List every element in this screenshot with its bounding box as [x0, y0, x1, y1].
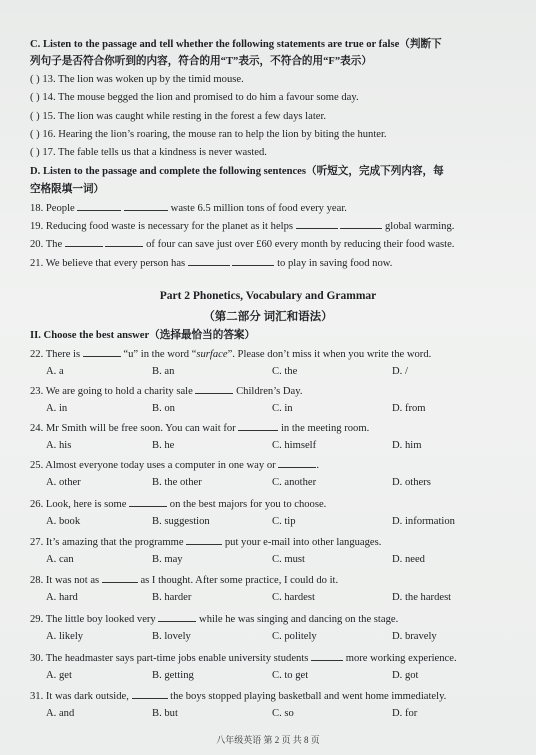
- sentence-20: [30, 237, 454, 252]
- sentence-21-start: 21. We believe that every person has: [30, 258, 188, 269]
- question-text: 22. There is: [30, 349, 83, 360]
- statement-14: ( ) 14. The mouse begged the lion and promised to do him a favour some day.: [30, 92, 359, 103]
- question-text: 29. The little boy looked very: [30, 614, 159, 625]
- answer-blank[interactable]: [188, 256, 230, 266]
- option-c[interactable]: C. hardest: [272, 592, 315, 603]
- sentence-20-start: 20. The: [30, 239, 65, 250]
- answer-blank[interactable]: [129, 497, 167, 507]
- option-a[interactable]: A. in: [46, 403, 68, 414]
- question-text: while he was singing and dancing on the stage.: [196, 614, 399, 625]
- question-26-options: [0, 515, 536, 529]
- question-25: [30, 458, 319, 473]
- question-27: [30, 535, 381, 550]
- option-b[interactable]: B. may: [152, 554, 183, 565]
- answer-blank[interactable]: [105, 237, 143, 247]
- answer-blank[interactable]: [102, 573, 138, 583]
- answer-blank[interactable]: [340, 219, 382, 229]
- question-24: [30, 421, 369, 436]
- question-text: 27. It’s amazing that the programme: [30, 537, 187, 548]
- option-c[interactable]: C. politely: [272, 631, 317, 642]
- sentence-21-end: to play in saving food now.: [274, 258, 393, 269]
- option-a[interactable]: A. and: [46, 708, 75, 719]
- question-28-options: [0, 591, 536, 605]
- question-text: 30. The headmaster says part-time jobs enable university students: [30, 653, 312, 664]
- question-29: [30, 612, 398, 627]
- option-a[interactable]: A. get: [46, 670, 72, 681]
- question-26: [30, 497, 326, 512]
- option-c[interactable]: C. another: [272, 477, 317, 488]
- answer-blank[interactable]: [232, 256, 274, 266]
- part-2-title: Part 2 Phonetics, Vocabulary and Grammar: [159, 290, 377, 302]
- option-a[interactable]: A. his: [46, 440, 72, 451]
- section-ii-heading: II. Choose the best answer（选择最恰当的答案）: [30, 330, 256, 341]
- question-text: 26. Look, here is some: [30, 499, 130, 510]
- answer-blank[interactable]: [195, 384, 233, 394]
- option-a[interactable]: A. other: [46, 477, 81, 488]
- option-a[interactable]: A. hard: [46, 592, 78, 603]
- question-text: .: [316, 460, 319, 471]
- sentence-19: [30, 219, 454, 234]
- answer-blank[interactable]: [124, 201, 168, 211]
- section-c-heading-line2: 列句子是否符合你听到的内容，符合的用“T”表示，不符合的用“F”表示）: [30, 56, 372, 67]
- question-24-options: [0, 439, 536, 453]
- option-b[interactable]: B. an: [152, 366, 175, 377]
- option-b[interactable]: B. but: [152, 708, 178, 719]
- sentence-19-end: global warming.: [382, 221, 455, 232]
- question-23: [30, 384, 303, 399]
- option-c[interactable]: C. to get: [272, 670, 309, 681]
- answer-blank[interactable]: [278, 458, 316, 468]
- part-2-subtitle: （第二部分 词汇和语法）: [203, 311, 333, 323]
- option-a[interactable]: A. a: [46, 366, 64, 377]
- option-c[interactable]: C. himself: [272, 440, 317, 451]
- option-b[interactable]: B. suggestion: [152, 516, 210, 527]
- option-a[interactable]: A. can: [46, 554, 74, 565]
- question-text: 23. We are going to hold a charity sale: [30, 386, 196, 397]
- section-c-heading-line1: C. Listen to the passage and tell whether the following statements are true or false（判断下: [30, 39, 442, 50]
- answer-blank[interactable]: [238, 421, 278, 431]
- question-text: on the best majors for you to choose.: [167, 499, 327, 510]
- question-italic-word: surface: [196, 349, 228, 360]
- option-d[interactable]: D. /: [392, 366, 408, 377]
- option-b[interactable]: B. lovely: [152, 631, 191, 642]
- question-31-options: [0, 707, 536, 721]
- statement-15: ( ) 15. The lion was caught while resting in the forest a few days later.: [30, 111, 327, 122]
- option-d[interactable]: D. from: [392, 403, 426, 414]
- question-25-options: [0, 476, 536, 490]
- statement-17: ( ) 17. The fable tells us that a kindness is never wasted.: [30, 147, 267, 158]
- question-22: [30, 347, 431, 362]
- option-d[interactable]: D. the hardest: [392, 592, 452, 603]
- option-d[interactable]: D. got: [392, 670, 419, 681]
- question-text: “u” in the word “: [120, 349, 197, 360]
- option-d[interactable]: D. information: [392, 516, 455, 527]
- page-footer: 八年级英语 第 2 页 共 8 页: [216, 735, 320, 745]
- question-text: Children’s Day.: [233, 386, 303, 397]
- option-c[interactable]: C. must: [272, 554, 305, 565]
- option-b[interactable]: B. getting: [152, 670, 194, 681]
- option-c[interactable]: C. the: [272, 366, 298, 377]
- statement-13: ( ) 13. The lion was woken up by the timid mouse.: [30, 74, 244, 85]
- answer-blank[interactable]: [83, 347, 121, 357]
- section-d-heading-line2: 空格限填一词）: [30, 184, 105, 195]
- answer-blank[interactable]: [311, 651, 343, 661]
- question-29-options: [0, 630, 536, 644]
- question-22-options: [0, 365, 536, 379]
- question-28: [30, 573, 338, 588]
- question-text: more working experience.: [343, 653, 457, 664]
- option-b[interactable]: B. he: [152, 440, 175, 451]
- question-text: in the meeting room.: [278, 423, 370, 434]
- question-text: 25. Almost everyone today uses a computer in one way or: [30, 460, 279, 471]
- question-text: as I thought. After some practice, I could do it.: [137, 575, 339, 586]
- question-text: 24. Mr Smith will be free soon. You can wait for: [30, 423, 239, 434]
- question-text: ”. Please don’t miss it when you write the word.: [227, 349, 432, 360]
- option-d[interactable]: D. for: [392, 708, 418, 719]
- option-d[interactable]: D. need: [392, 554, 425, 565]
- option-c[interactable]: C. so: [272, 708, 294, 719]
- answer-blank[interactable]: [132, 689, 168, 699]
- answer-blank[interactable]: [186, 535, 222, 545]
- sentence-19-start: 19. Reducing food waste is necessary for the planet as it helps: [30, 221, 296, 232]
- answer-blank[interactable]: [65, 237, 103, 247]
- sentence-21: [30, 256, 392, 271]
- question-text: 31. It was dark outside,: [30, 691, 132, 702]
- question-30: [30, 651, 457, 666]
- question-text: put your e-mail into other languages.: [222, 537, 382, 548]
- option-c[interactable]: C. in: [272, 403, 293, 414]
- option-d[interactable]: D. bravely: [392, 631, 437, 642]
- statement-16: ( ) 16. Hearing the lion’s roaring, the mouse ran to help the lion by biting the hunter.: [30, 129, 387, 140]
- option-d[interactable]: D. others: [392, 477, 431, 488]
- option-a[interactable]: A. likely: [46, 631, 84, 642]
- section-d-heading-line1: D. Listen to the passage and complete the following sentences（听短文，完成下列内容，每: [30, 166, 444, 177]
- sentence-18-end: waste 6.5 million tons of food every year.: [168, 203, 347, 214]
- question-31: [30, 689, 446, 704]
- option-c[interactable]: C. tip: [272, 516, 296, 527]
- answer-blank[interactable]: [296, 219, 338, 229]
- question-text: the boys stopped playing basketball and went home immediately.: [167, 691, 447, 702]
- option-b[interactable]: B. on: [152, 403, 175, 414]
- answer-blank[interactable]: [158, 612, 196, 622]
- answer-blank[interactable]: [77, 201, 121, 211]
- sentence-18-start: 18. People: [30, 203, 78, 214]
- question-27-options: [0, 553, 536, 567]
- sentence-18: [30, 201, 347, 216]
- question-23-options: [0, 402, 536, 416]
- option-a[interactable]: A. book: [46, 516, 81, 527]
- question-30-options: [0, 669, 536, 683]
- question-text: 28. It was not as: [30, 575, 102, 586]
- sentence-20-end: of four can save just over £60 every month by reducing their food waste.: [143, 239, 455, 250]
- option-b[interactable]: B. harder: [152, 592, 192, 603]
- option-d[interactable]: D. him: [392, 440, 422, 451]
- option-b[interactable]: B. the other: [152, 477, 202, 488]
